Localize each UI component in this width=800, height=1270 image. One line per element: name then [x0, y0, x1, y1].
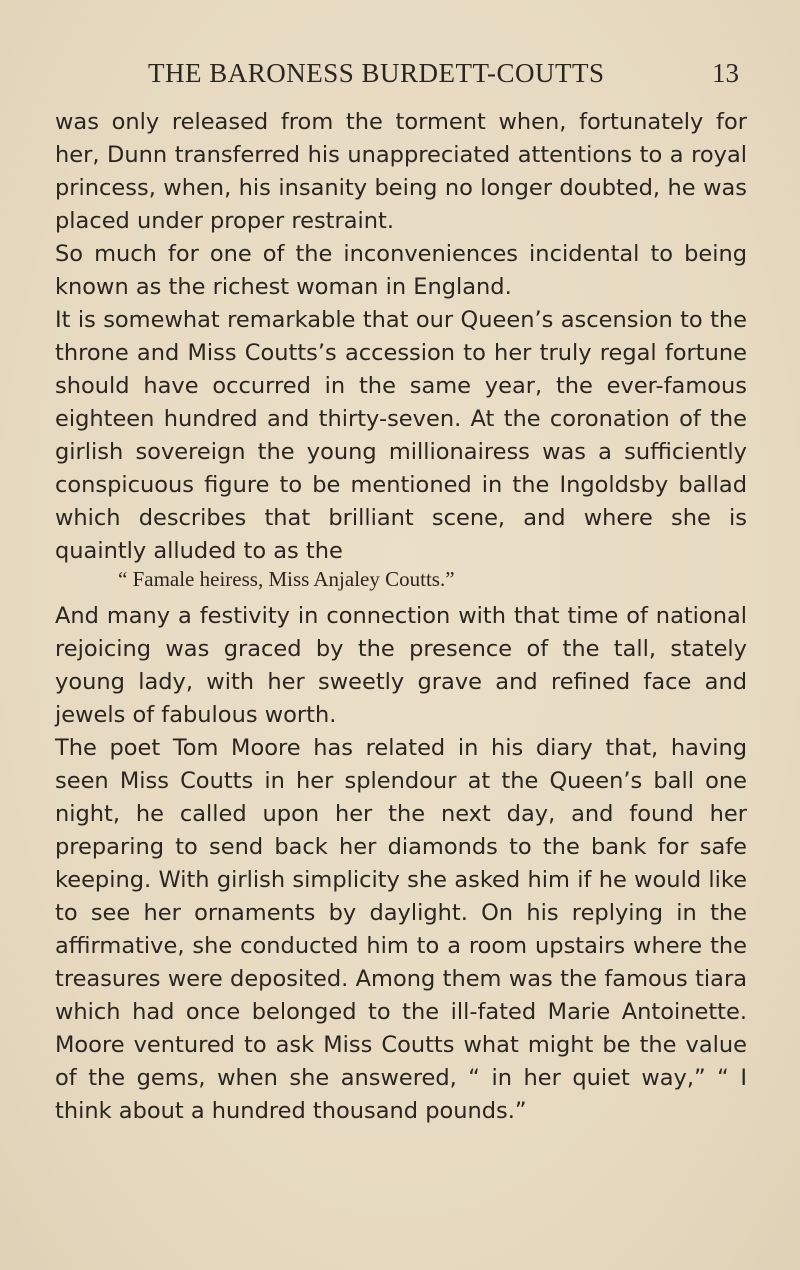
- paragraph-accession: It is somewhat remarkable that our Queen’s ascension to the throne and Miss Coutts’s accession to her truly regal fortune should have occurred in the same year, the ever-famous eighteen hundred and thirty-seven. At the coronation of the girlish sovereign the young millionairess was a sufficiently conspicuous figure to be mentioned in the Ingoldsby ballad which describes that brilliant scene, and where she is quaintly alluded to as the: [55, 307, 747, 564]
- running-title: THE BARONESS BURDETT-COUTTS: [148, 58, 605, 88]
- running-head: [0, 58, 800, 92]
- ballad-quote: “ Famale heiress, Miss Anjaley Coutts.”: [118, 567, 455, 591]
- paragraph-festivity: And many a festivity in connection with that time of national rejoicing was graced by the presence of the tall, stately young lady, with her sweetly grave and refined face and jewels of fabulous worth.: [55, 603, 747, 728]
- paragraph-inconveniences: So much for one of the inconveniences incidental to being known as the richest woman in England.: [55, 241, 747, 300]
- page-number: 13: [712, 58, 739, 88]
- body-text: [55, 106, 747, 1128]
- paragraph-tom-moore: The poet Tom Moore has related in his diary that, having seen Miss Coutts in her splendour at the Queen’s ball one night, he called upon her the next day, and found her preparing to send back her diamonds to the bank for safe keeping. With girlish simplicity she asked him if he would like to see her ornaments by daylight. On his replying in the affirmative, she conducted him to a room upstairs where the treasures were deposited. Among them was the famous tiara which had once belonged to the ill-fated Marie Antoinette. Moore ventured to ask Miss Coutts what might be the value of the gems, when she answered, “ in her quiet way,” “ I think about a hundred thousand pounds.”: [55, 735, 747, 1124]
- paragraph-continuation: was only released from the torment when, fortunately for her, Dunn transferred his unappreciated attentions to a royal princess, when, his insanity being no longer doubted, he was placed under proper restraint.: [55, 109, 747, 234]
